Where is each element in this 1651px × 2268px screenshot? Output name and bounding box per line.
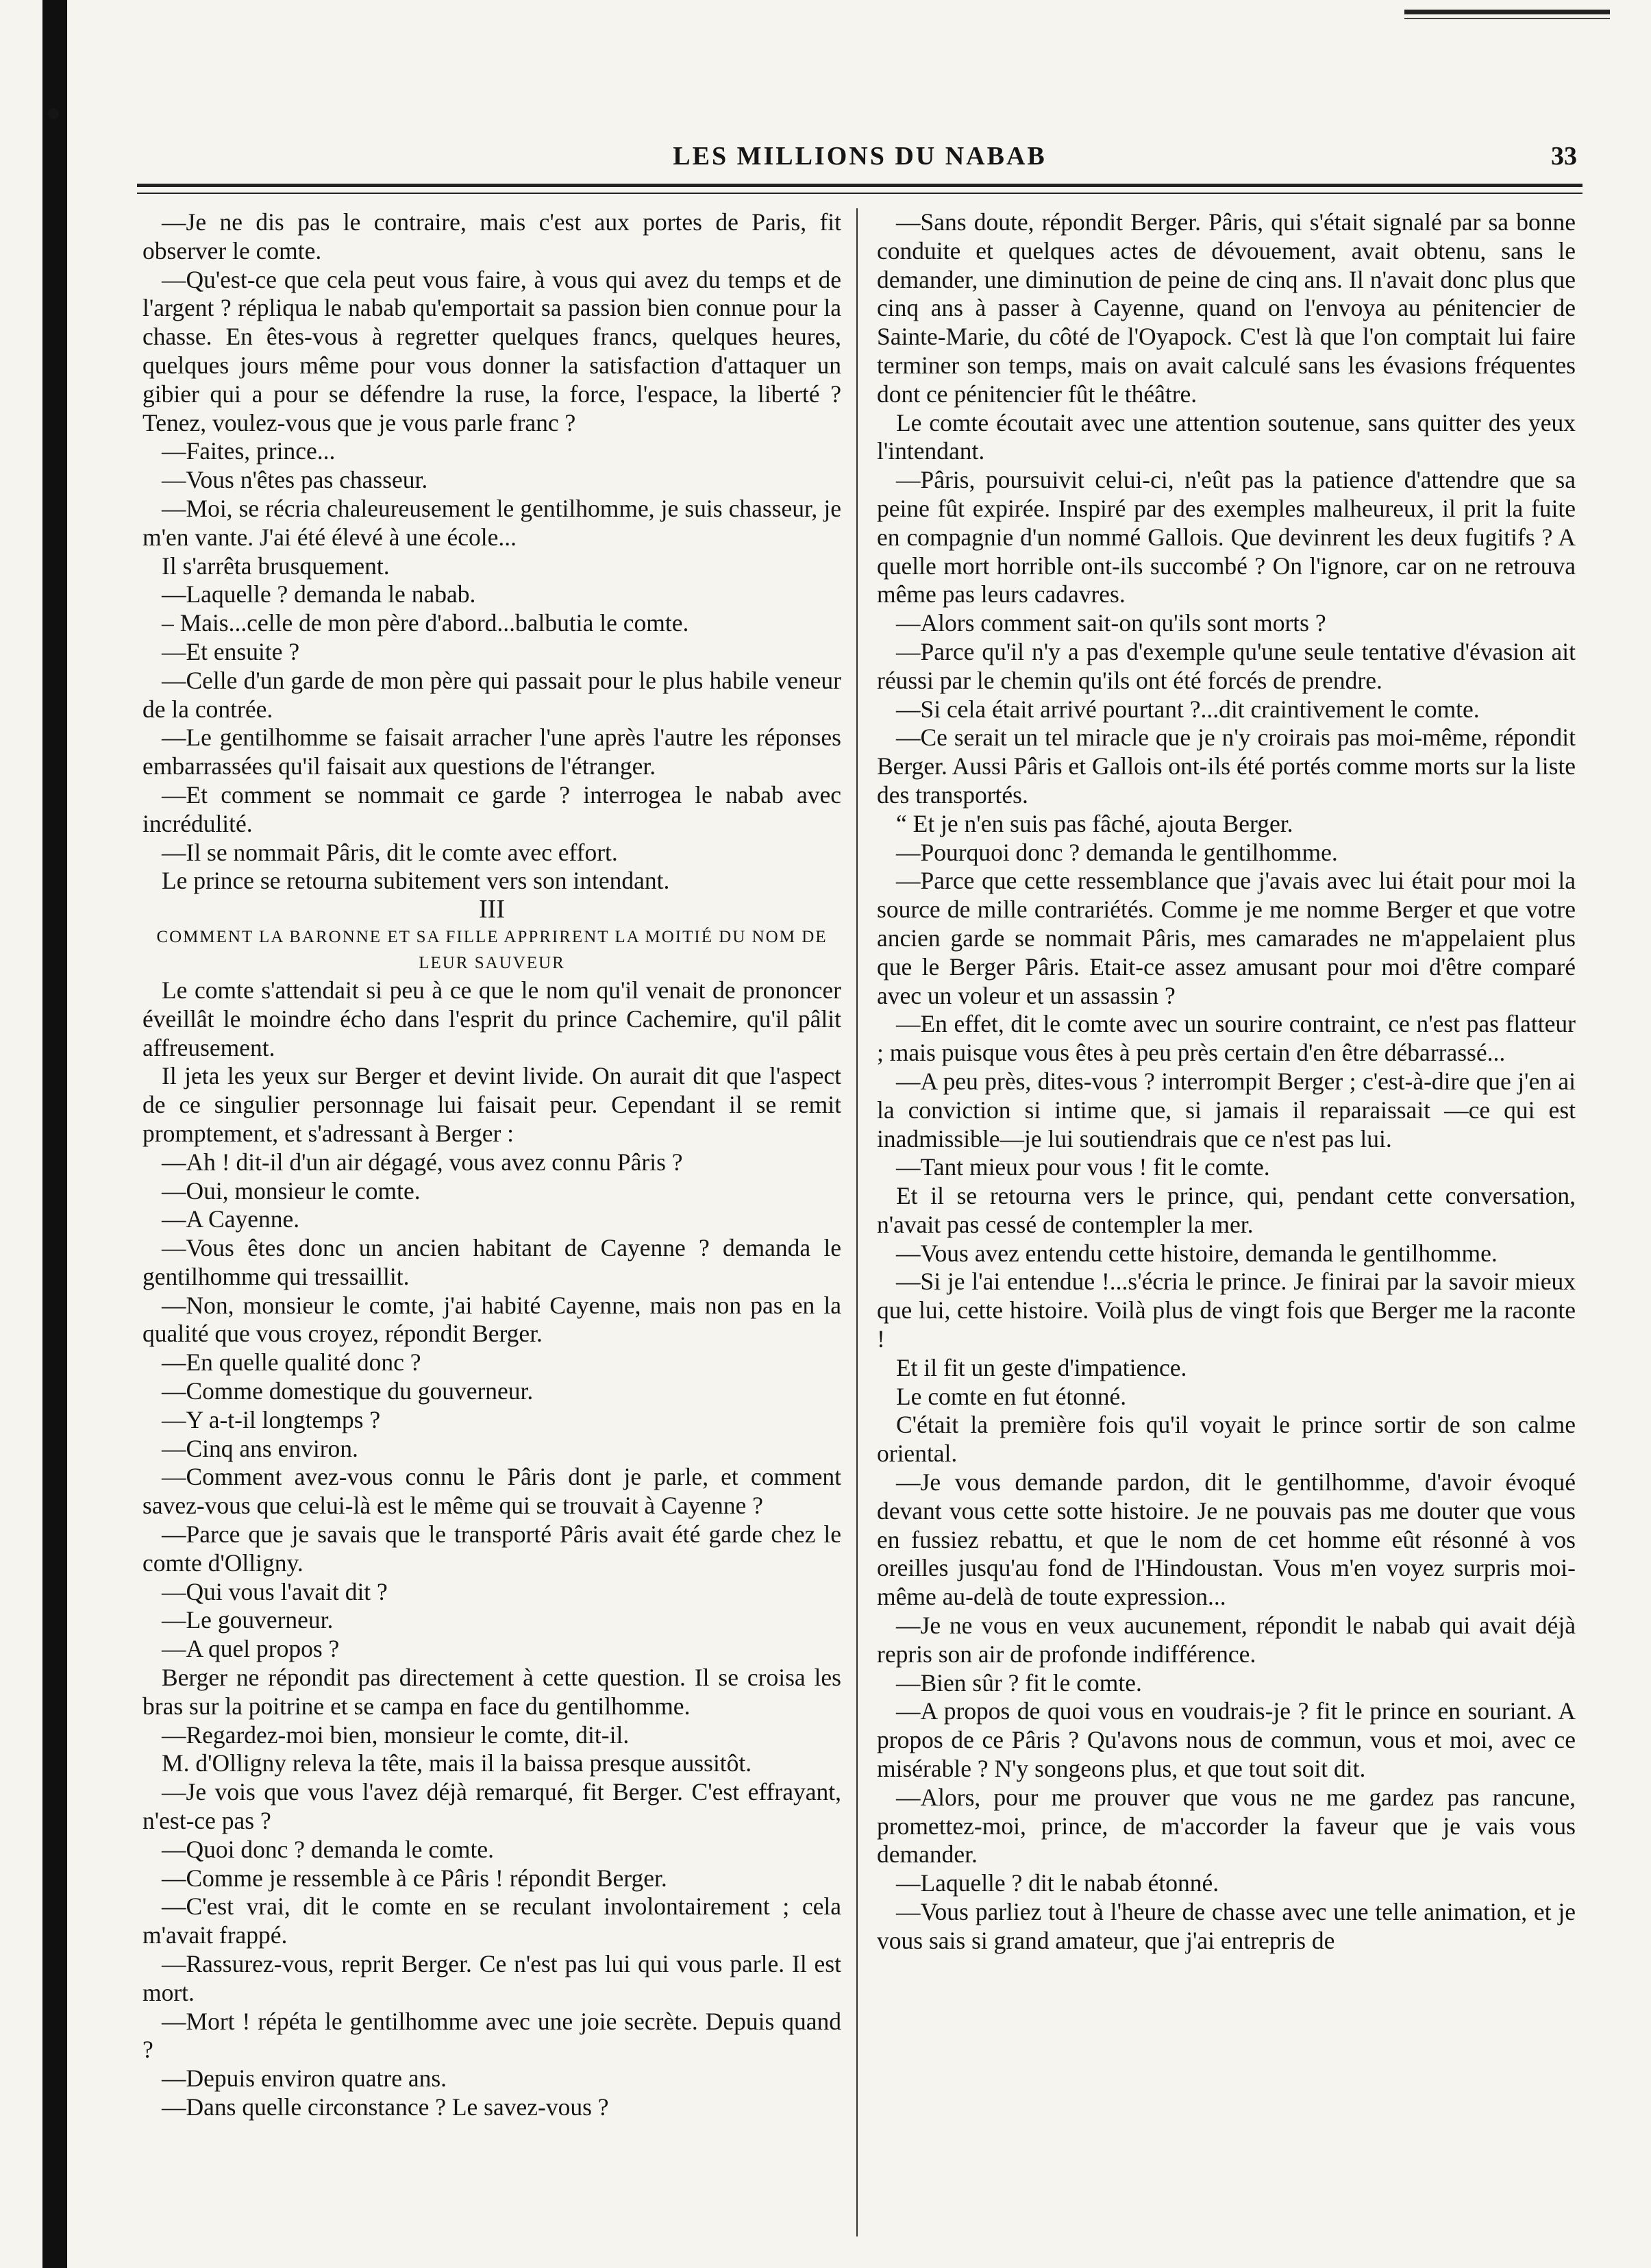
section-title: COMMENT LA BARONNE ET SA FILLE APPRIRENT LA MOITIÉ DU NOM DE LEUR SAUVEUR — [156, 927, 828, 972]
paragraph: —Rassurez-vous, reprit Berger. Ce n'est pas lui qui vous parle. Il est mort. — [142, 1950, 841, 2006]
paragraph: —Parce qu'il n'y a pas d'exemple qu'une seule tentative d'évasion ait réussi par le chemin qu'ils ont été forcés de prendre. — [877, 637, 1576, 694]
paragraph: —A quel propos ? — [162, 1635, 340, 1663]
paragraph: —Et ensuite ? — [162, 637, 300, 665]
paragraph: —A Cayenne. — [162, 1205, 300, 1233]
paragraph: —Ah ! dit-il d'un air dégagé, vous avez connu Pâris ? — [162, 1148, 683, 1176]
paragraph: —Je ne dis pas le contraire, mais c'est aux portes de Paris, fit observer le comte. — [142, 208, 841, 264]
paragraph: —Vous parliez tout à l'heure de chasse avec une telle animation, et je vous sais si grand amateur, que j'ai entrepris de — [877, 1898, 1576, 1954]
paragraph: —Pâris, poursuivit celui-ci, n'eût pas la patience d'attendre que sa peine fût expirée. Inspiré par des exemples malheureux, il prit la fuite en compagnie d'un nommé Gallois. Que devinrent les deux fugitifs ? A quelle mort horrible ont-ils succombé ? On l'ignore, car on ne retrouva même pas leurs cadavres. — [877, 466, 1576, 608]
paragraph: —Et comment se nommait ce garde ? interrogea le nabab avec incrédulité. — [142, 780, 841, 837]
paragraph: —Laquelle ? demanda le nabab. — [162, 580, 476, 608]
paragraph: – Mais...celle de mon père d'abord...balbutia le comte. — [162, 609, 689, 637]
paragraph: —Je ne vous en veux aucunement, répondit le nabab qui avait déjà repris son air de profonde indifférence. — [877, 1612, 1576, 1668]
paragraph: —Alors comment sait-on qu'ils sont morts ? — [896, 609, 1326, 637]
left-column — [142, 208, 841, 2213]
paragraph: —Tant mieux pour vous ! fit le comte. — [896, 1153, 1270, 1181]
running-title: LES MILLIONS DU NABAB — [673, 142, 1047, 171]
paragraph: —Celle d'un garde de mon père qui passait pour le plus habile veneur de la contrée. — [142, 666, 841, 723]
top-corner-rule-thin — [1404, 18, 1610, 19]
paragraph: —Qui vous l'avait dit ? — [162, 1577, 388, 1605]
page-header — [137, 141, 1582, 180]
paragraph: —Ce serait un tel miracle que je n'y croirais pas moi-même, répondit Berger. Aussi Pâris et Gallois ont-ils été portés comme morts sur la liste des transportés. — [877, 724, 1576, 809]
paragraph: Le comte en fut étonné. — [896, 1382, 1127, 1410]
header-rule-thick — [137, 184, 1582, 187]
paragraph: —Vous n'êtes pas chasseur. — [162, 466, 428, 494]
right-column — [877, 208, 1576, 2213]
header-rule-thin — [137, 193, 1582, 194]
section-number: III — [479, 895, 505, 924]
paragraph: —Alors, pour me prouver que vous ne me gardez pas rancune, promettez-moi, prince, de m'accorder la faveur que je vais vous demander. — [877, 1783, 1576, 1869]
paragraph: Il s'arrêta brusquement. — [162, 552, 390, 580]
paragraph: —En effet, dit le comte avec un sourire contraint, ce n'est pas flatteur ; mais puisque vous êtes à peu près certain d'en être débarrassé... — [877, 1010, 1576, 1067]
paragraph: —Le gouverneur. — [162, 1606, 334, 1634]
paragraph: Il jeta les yeux sur Berger et devint livide. On aurait dit que l'aspect de ce singulier personnage lui faisait peur. Cependant il se remit promptement, et s'adressant à Berger : — [142, 1062, 841, 1147]
paragraph: Le comte écoutait avec une attention soutenue, sans quitter des yeux l'intendant. — [877, 408, 1576, 465]
paragraph: Berger ne répondit pas directement à cette question. Il se croisa les bras sur la poitrine et se campa en face du gentilhomme. — [142, 1664, 841, 1720]
paragraph: —Vous avez entendu cette histoire, demanda le gentilhomme. — [896, 1239, 1498, 1267]
paragraph: —Faites, prince... — [162, 437, 336, 465]
paragraph: M. d'Olligny releva la tête, mais il la baissa presque aussitôt. — [162, 1749, 752, 1777]
paragraph: —Comme je ressemble à ce Pâris ! répondit Berger. — [162, 1864, 667, 1892]
paragraph: —A propos de quoi vous en voudrais-je ? fit le prince en souriant. A propos de ce Pâris ? Qu'avons nous de commun, vous et moi, avec ce misérable ? N'y songeons plus, et que tout soit dit. — [877, 1697, 1576, 1783]
paragraph: —C'est vrai, dit le comte en se reculant involontairement ; cela m'avait frappé. — [142, 1893, 841, 1949]
paragraph: —Si je l'ai entendue !...s'écria le prince. Je finirai par la savoir mieux que lui, cette histoire. Voilà plus de vingt fois que Berger me la raconte ! — [877, 1268, 1576, 1353]
paragraph: —Il se nommait Pâris, dit le comte avec effort. — [162, 838, 618, 866]
paragraph: Et il se retourna vers le prince, qui, pendant cette conversation, n'avait pas cessé de contempler la mer. — [877, 1182, 1576, 1238]
column-divider — [856, 208, 858, 2236]
paragraph: —Vous êtes donc un ancien habitant de Cayenne ? demanda le gentilhomme qui tressaillit. — [142, 1234, 841, 1290]
paragraph: —Parce que cette ressemblance que j'avais avec lui était pour moi la source de mille contrariétés. Comme je me nomme Berger et que votre ancien garde se nommait Pâris, mes camarades ne m'appelaient plus que le Berger Pâris. Etait-ce assez amusant pour moi d'être comparé avec un voleur et un assassin ? — [877, 867, 1576, 1009]
paragraph: —Y a-t-il longtemps ? — [162, 1405, 381, 1433]
paragraph: —Dans quelle circonstance ? Le savez-vous ? — [162, 2093, 609, 2121]
paragraph: —Qu'est-ce que cela peut vous faire, à vous qui avez du temps et de l'argent ? répliqua le nabab qu'emportait sa passion bien connue pour la chasse. En êtes-vous à regretter quelques francs, quelques heures, quelques jours même pour vous donner la satisfaction d'attaquer un gibier qui a pour se défendre la ruse, la force, l'espace, la liberté ? Tenez, voulez-vous que je vous parle franc ? — [142, 265, 841, 436]
page-number: 33 — [1551, 142, 1577, 171]
paragraph: —Je vous demande pardon, dit le gentilhomme, d'avoir évoqué devant vous cette sotte histoire. Je ne pouvais pas me douter que vous en fussiez rebattu, et que le nom de cet homme eût résonné à vos oreilles jusqu'au fond de l'Hindoustan. Vous m'en voyez surpris moi-même au-delà de toute expression... — [877, 1468, 1576, 1611]
paragraph: —Le gentilhomme se faisait arracher l'une après l'autre les réponses embarrassées qu'il faisait aux questions de l'étranger. — [142, 724, 841, 780]
paragraph: —Oui, monsieur le comte. — [162, 1176, 421, 1205]
paragraph: —Si cela était arrivé pourtant ?...dit craintivement le comte. — [896, 695, 1480, 723]
paragraph: —Quoi donc ? demanda le comte. — [162, 1835, 495, 1863]
paragraph: Et il fit un geste d'impatience. — [896, 1353, 1187, 1381]
paragraph: Le prince se retourna subitement vers son intendant. — [162, 867, 670, 895]
paragraph: —Regardez-moi bien, monsieur le comte, dit-il. — [162, 1721, 630, 1749]
paragraph: “ Et je n'en suis pas fâché, ajouta Berger. — [896, 809, 1293, 837]
paragraph: —Comment avez-vous connu le Pâris dont je parle, et comment savez-vous que celui-là est le même qui se trouvait à Cayenne ? — [142, 1463, 841, 1520]
paragraph: —Parce que je savais que le transporté Pâris avait été garde chez le comte d'Olligny. — [142, 1520, 841, 1577]
paragraph: —Non, monsieur le comte, j'ai habité Cayenne, mais non pas en la qualité que vous croyez, répondit Berger. — [142, 1291, 841, 1348]
paragraph: —En quelle qualité donc ? — [162, 1348, 421, 1377]
paragraph: —Cinq ans environ. — [162, 1434, 358, 1462]
paragraph: —Comme domestique du gouverneur. — [162, 1377, 534, 1405]
paragraph: C'était la première fois qu'il voyait le prince sortir de son calme oriental. — [877, 1411, 1576, 1468]
paragraph: —Laquelle ? dit le nabab étonné. — [896, 1869, 1219, 1897]
paragraph: —Pourquoi donc ? demanda le gentilhomme. — [896, 838, 1338, 866]
paragraph: —A peu près, dites-vous ? interrompit Berger ; c'est-à-dire que j'en ai la conviction si intime que, si jamais il reparaissait —ce qui est inadmissible—je lui soutiendrais que ce n'est pas lui. — [877, 1067, 1576, 1153]
paragraph: —Mort ! répéta le gentilhomme avec une joie secrète. Depuis quand ? — [142, 2007, 841, 2064]
top-corner-rule — [1404, 10, 1610, 14]
paragraph: —Depuis environ quatre ans. — [162, 2064, 447, 2093]
paragraph: Le comte s'attendait si peu à ce que le nom qu'il venait de prononcer éveillât le moindre écho dans l'esprit du prince Cachemire, qu'il pâlit affreusement. — [142, 976, 841, 1061]
paragraph: —Je vois que vous l'avez déjà remarqué, fit Berger. C'est effrayant, n'est-ce pas ? — [142, 1778, 841, 1835]
binding-mark — [48, 108, 59, 119]
page-binding-edge — [42, 0, 67, 2268]
paragraph: —Bien sûr ? fit le comte. — [896, 1668, 1142, 1697]
paragraph: —Sans doute, répondit Berger. Pâris, qui s'était signalé par sa bonne conduite et quelques actes de dévouement, avait obtenu, sans le demander, une diminution de peine de cinq ans. Il n'avait donc plus que cinq ans à passer à Cayenne, quand on l'envoya au pénitencier de Sainte-Marie, du côté de l'Oyapock. C'est là que l'on comptait lui faire terminer son temps, mais on avait calculé sans les évasions fréquentes dont ce pénitencier fût le théâtre. — [877, 208, 1576, 408]
paragraph: —Moi, se récria chaleureusement le gentilhomme, je suis chasseur, je m'en vante. J'ai été élevé à une école... — [142, 494, 841, 551]
